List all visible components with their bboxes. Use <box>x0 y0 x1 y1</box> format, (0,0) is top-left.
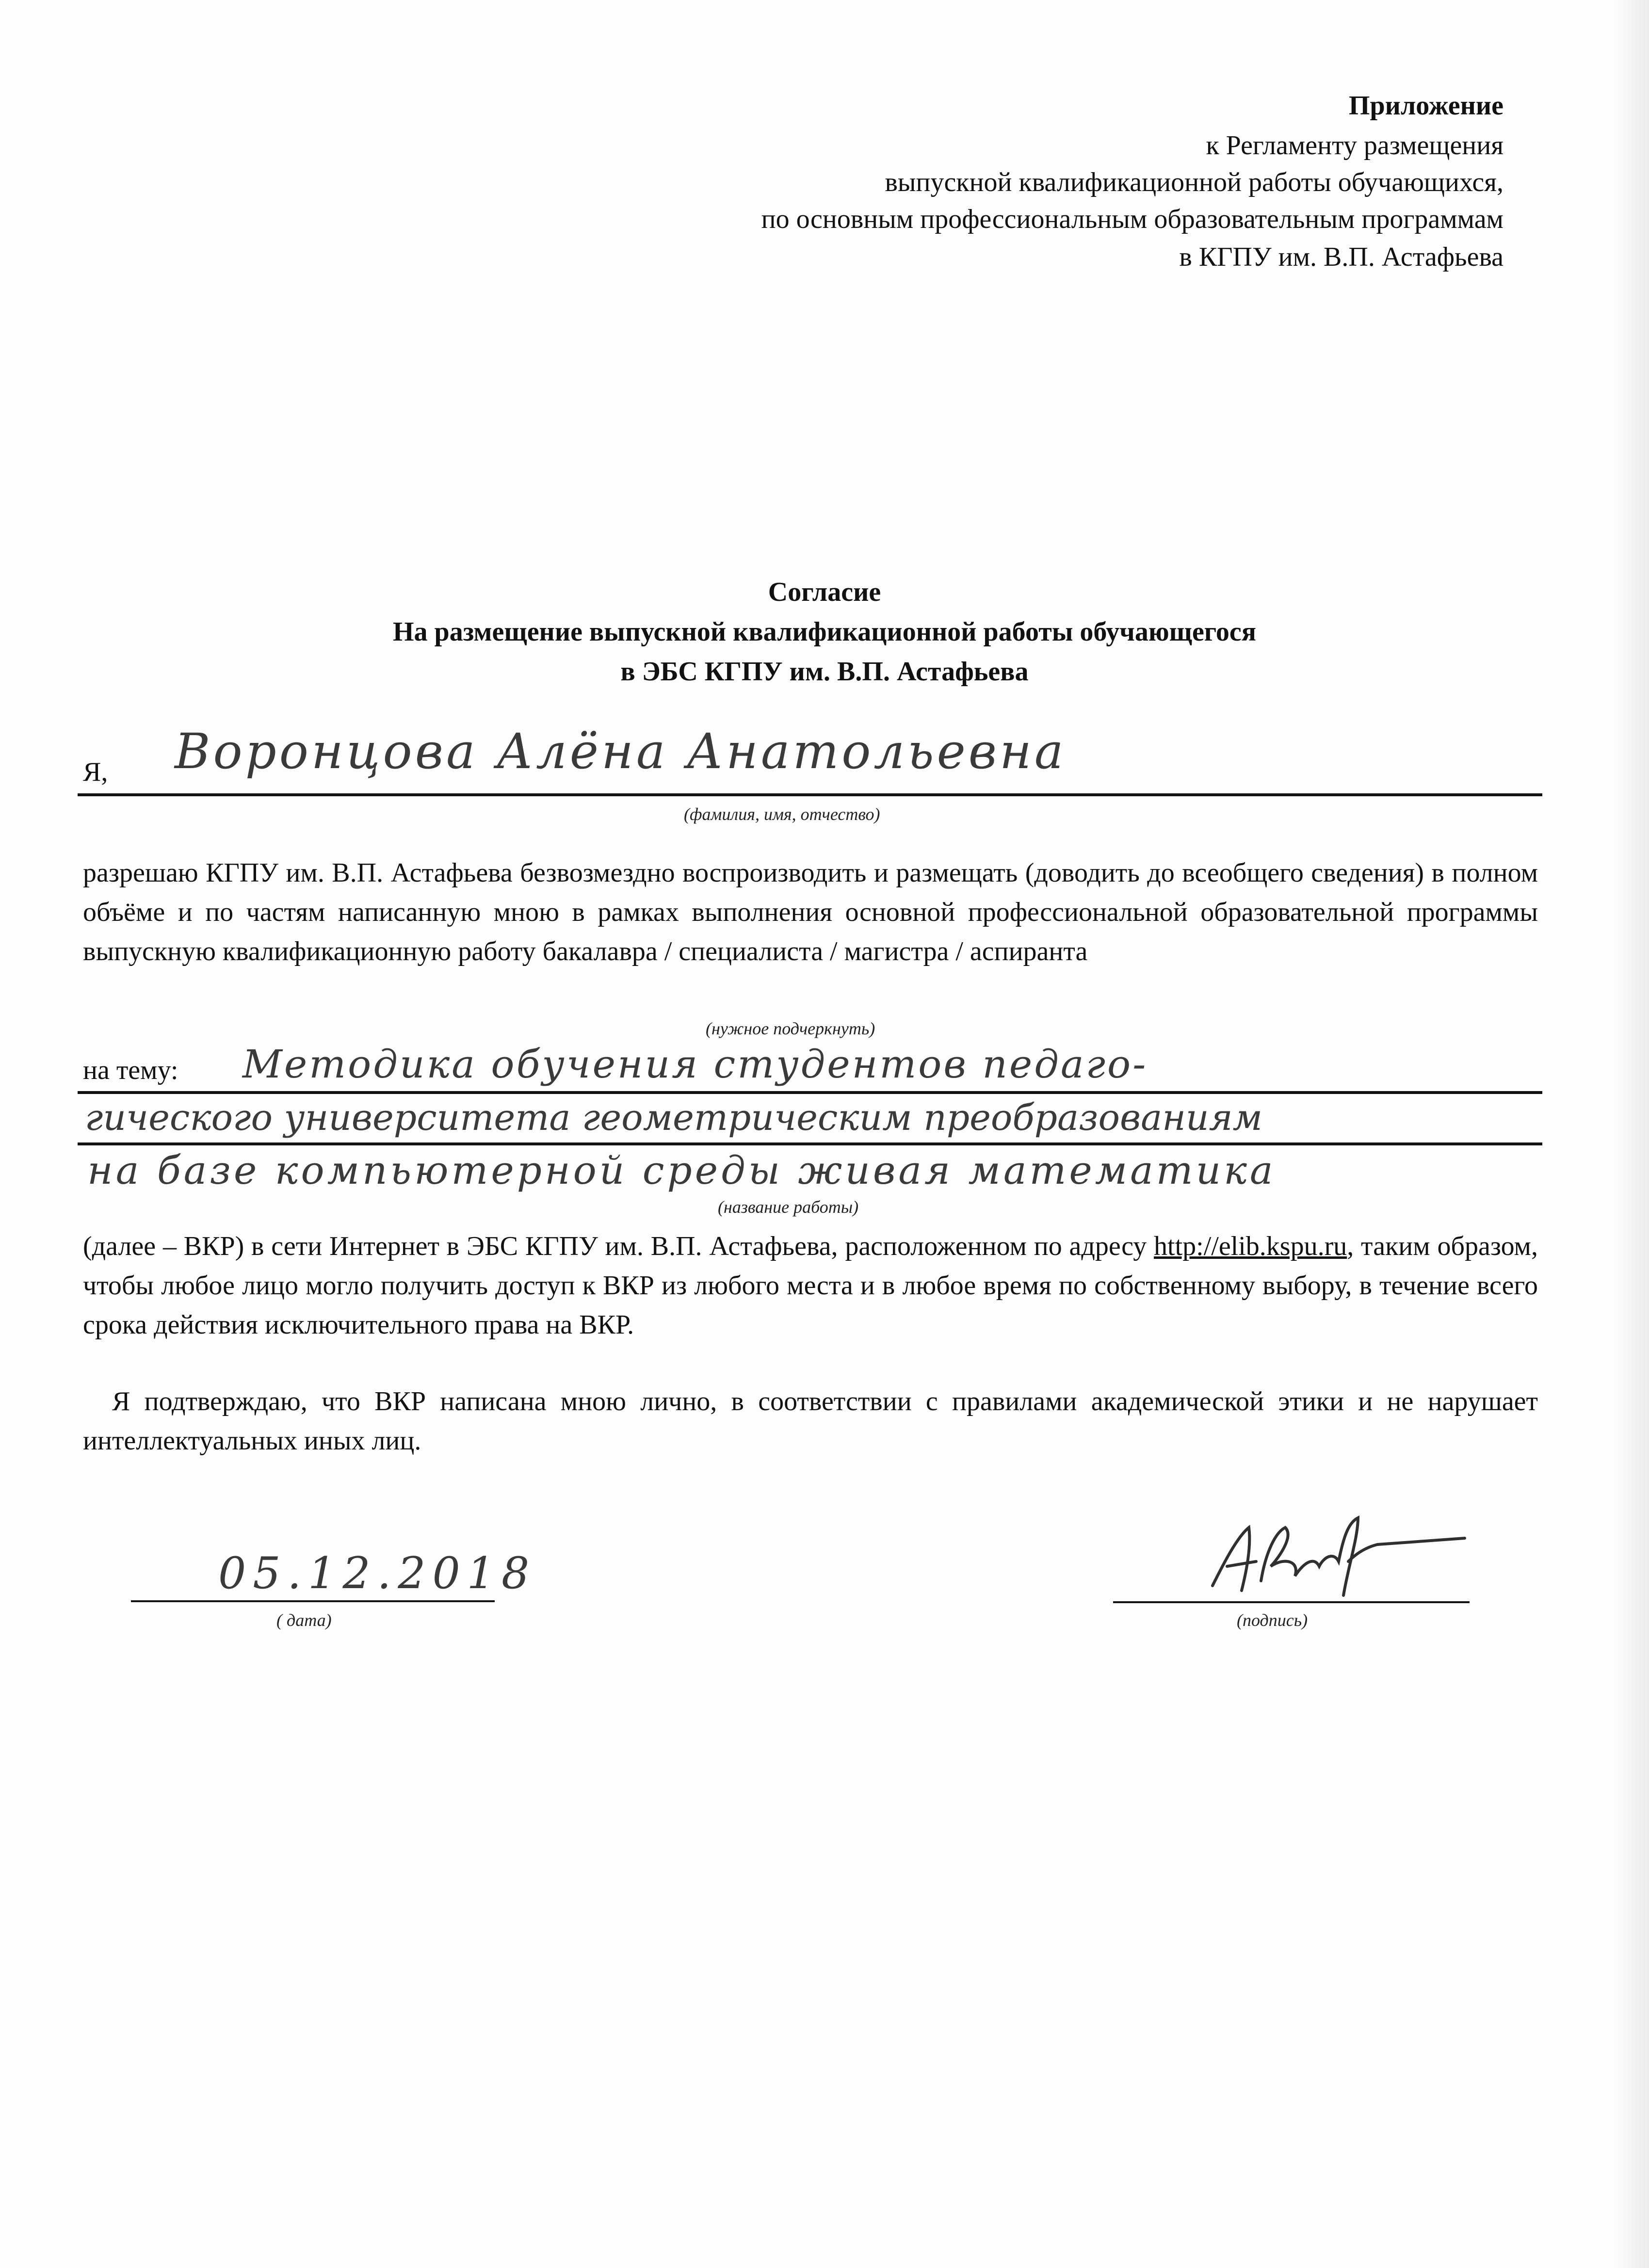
handwritten-signature <box>1203 1508 1474 1600</box>
title-line: в ЭБС КГПУ им. В.П. Астафьева <box>620 657 1029 687</box>
header-line: в КГПУ им. В.П. Астафьева <box>1179 242 1504 272</box>
date-caption: ( дата) <box>276 1610 332 1630</box>
title-line: Согласие <box>768 577 881 607</box>
topic-handwritten-line: гического университета геометрическим преобразованиям <box>85 1097 1262 1139</box>
appendix-label: Приложение <box>1348 91 1504 121</box>
elib-link[interactable]: http://elib.kspu.ru <box>1154 1231 1347 1261</box>
date-underline <box>131 1600 495 1602</box>
signature-caption: (подпись) <box>1237 1610 1308 1630</box>
scan-edge-shadow <box>1615 0 1649 2268</box>
title-line: На размещение выпускной квалификационной работы обучающегося <box>393 617 1256 647</box>
name-prefix: Я, <box>83 757 108 787</box>
paragraph-text: (далее – ВКР) в сети Интернет в ЭБС КГПУ им. В.П. Астафьева, расположенном по адресу <box>83 1231 1154 1261</box>
confirmation-paragraph: Я подтверждаю, что ВКР написана мною лично, в соответствии с правилами академической этики и не нарушает интеллектуальных иных лиц. <box>83 1386 1538 1456</box>
header-line: по основным профессиональным образовательным программам <box>761 204 1504 234</box>
topic-prefix: на тему: <box>83 1055 178 1085</box>
placement-paragraph <box>83 1227 1538 1345</box>
signature-underline <box>1113 1601 1470 1603</box>
topic-caption: (название работы) <box>718 1197 859 1217</box>
document-title <box>0 572 1649 692</box>
name-handwritten: Воронцова Алёна Анатольевна <box>175 723 1067 780</box>
header-line: к Регламенту размещения <box>1206 130 1504 161</box>
permission-paragraph: разрешаю КГПУ им. В.П. Астафьева безвозмездно воспроизводить и размещать (доводить до всеобщего сведения) в полном объёме и по частям написанную мною в рамках выполнения основной профессиональной образовательной программы выпускную квалификационную работу бакалавра / специалиста / магистра / аспиранта <box>83 858 1538 966</box>
topic-handwritten-line: на базе компьютерной среды живая математика <box>87 1148 1276 1193</box>
topic-handwritten-line: Методика обучения студентов педаго- <box>242 1042 1148 1087</box>
topic-underline <box>78 1091 1542 1094</box>
name-caption: (фамилия, имя, отчество) <box>684 804 880 824</box>
date-handwritten: 05.12.2018 <box>218 1548 536 1599</box>
paragraph-text: , таким образом, чтобы любое лицо могло получить доступ к ВКР из любого места и в любое время по собственному выбору, в течение всего срока действия исключительного права на ВКР. <box>83 1231 1538 1340</box>
header-line: выпускной квалификационной работы обучающихся, <box>885 167 1504 197</box>
name-underline <box>78 793 1542 796</box>
degree-caption: (нужное подчеркнуть) <box>706 1019 875 1038</box>
topic-underline <box>78 1142 1542 1145</box>
